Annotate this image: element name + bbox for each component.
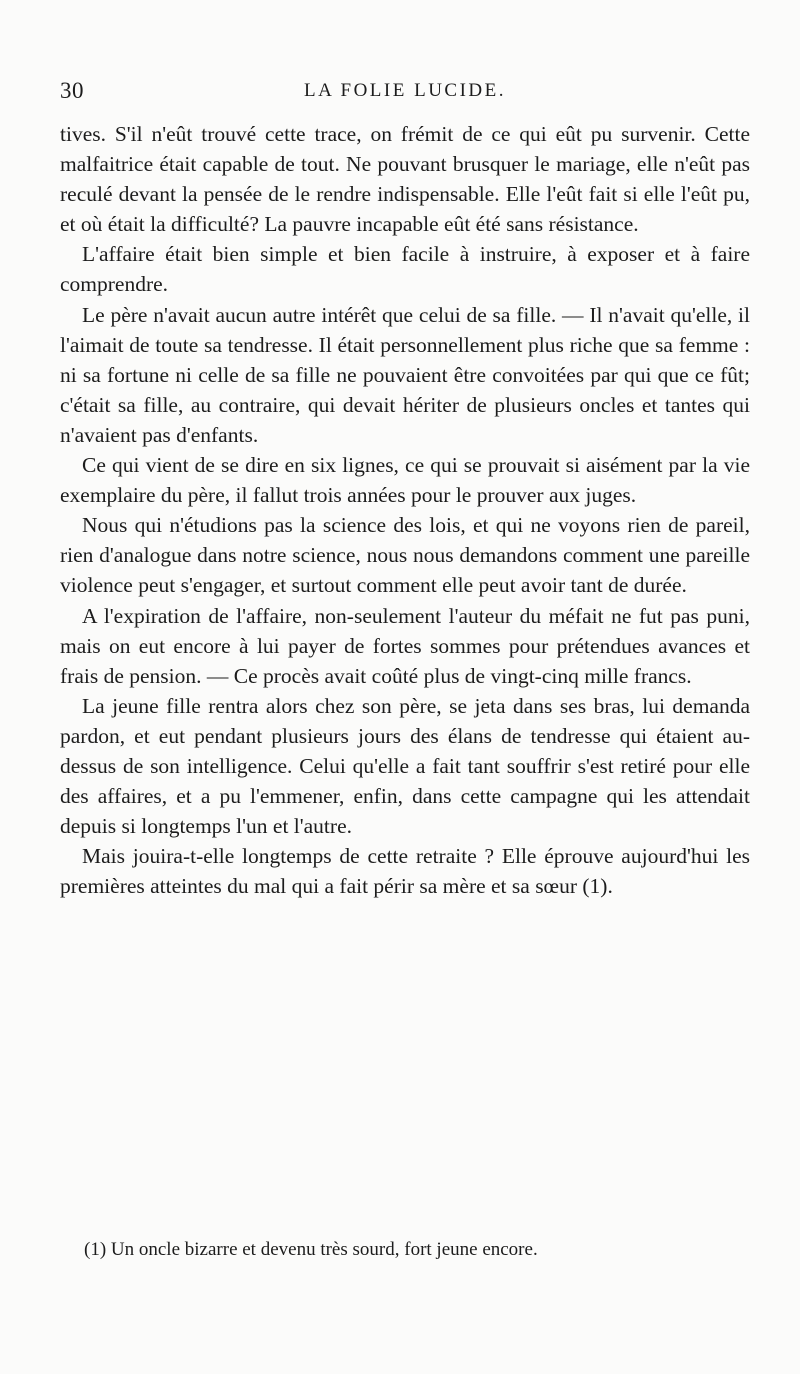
page-header bbox=[60, 78, 750, 108]
paragraph: L'affaire était bien simple et bien facile à instruire, à exposer et à faire comprendre. bbox=[60, 242, 750, 297]
footnote: (1) Un oncle bizarre et devenu très sourd, fort jeune encore. bbox=[84, 1239, 538, 1260]
page-number: 30 bbox=[60, 78, 84, 103]
paragraph: A l'expiration de l'affaire, non-seulement l'auteur du méfait ne fut pas puni, mais on eut encore à lui payer de fortes sommes pour prétendues avances et frais de pension. — Ce procès avait coûté plus de vingt-cinq mille francs. bbox=[60, 603, 750, 688]
body-text bbox=[60, 119, 750, 901]
running-title: LA FOLIE LUCIDE. bbox=[303, 80, 506, 101]
paragraph: tives. S'il n'eût trouvé cette trace, on frémit de ce qui eût pu survenir. Cette malfaitrice était capable de tout. Ne pouvant brusquer le mariage, elle n'eût pas reculé devant la pensée de le rendre indispensable. Elle l'eût fait si elle l'eût pu, et où était la difficulté? La pauvre incapable eût été sans résistance. bbox=[60, 122, 750, 237]
paragraph: La jeune fille rentra alors chez son père, se jeta dans ses bras, lui demanda pardon, et eut pendant plusieurs jours des élans de tendresse qui étaient au-dessus de son intelligence. Celui qu'elle a fait tant souffrir s'est retiré pour elle des affaires, et a pu l'emmener, enfin, dans cette campagne qui les attendait depuis si longtemps l'un et l'autre. bbox=[60, 693, 750, 839]
paragraph: Le père n'avait aucun autre intérêt que celui de sa fille. — Il n'avait qu'elle, il l'aimait de toute sa tendresse. Il était personnellement plus riche que sa femme : ni sa fortune ni celle de sa fille ne pouvaient être convoitées par qui que ce fût; c'était sa fille, au contraire, qui devait hériter de plusieurs oncles et tantes qui n'avaient pas d'enfants. bbox=[60, 302, 750, 447]
paragraph: Mais jouira-t-elle longtemps de cette retraite ? Elle éprouve aujourd'hui les premières atteintes du mal qui a fait périr sa mère et sa sœur (1). bbox=[60, 844, 750, 899]
paragraph: Ce qui vient de se dire en six lignes, ce qui se prouvait si aisément par la vie exemplaire du père, il fallut trois années pour le prouver aux juges. bbox=[60, 453, 750, 508]
paragraph: Nous qui n'étudions pas la science des lois, et qui ne voyons rien de pareil, rien d'analogue dans notre science, nous nous demandons comment une pareille violence peut s'engager, et surtout comment elle peut avoir tant de durée. bbox=[60, 513, 750, 598]
